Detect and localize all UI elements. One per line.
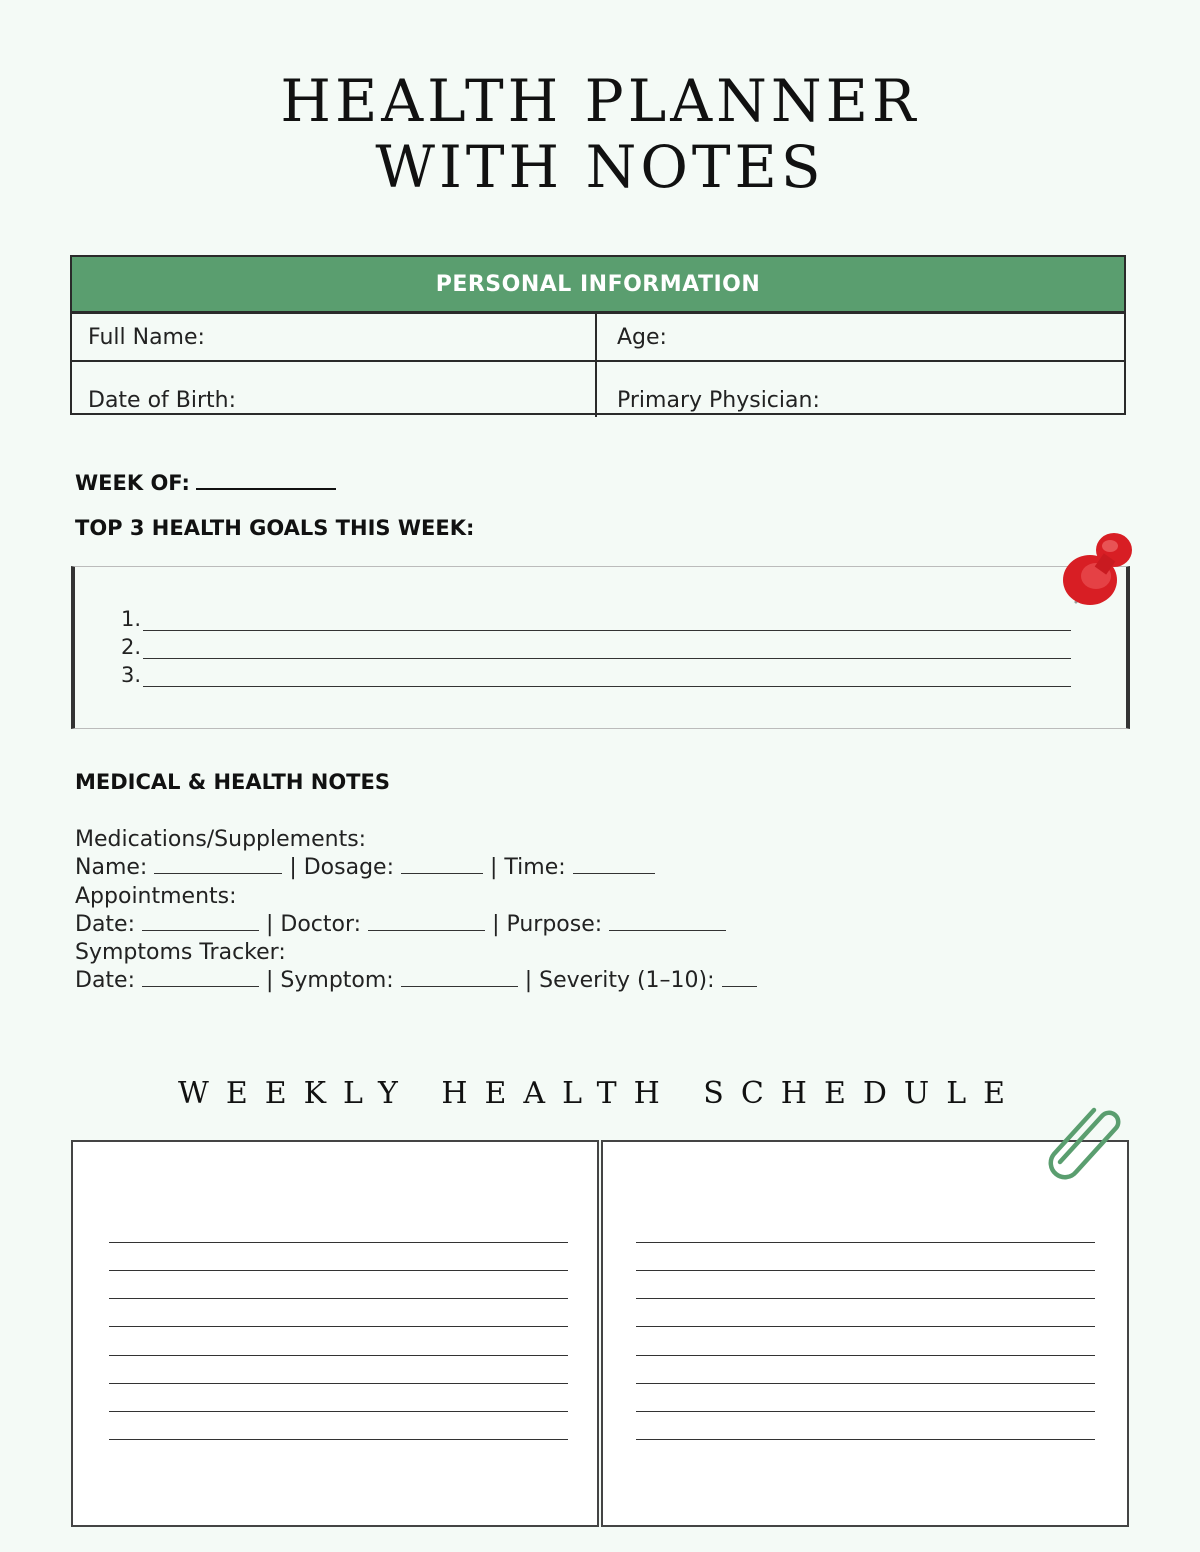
push-pin-icon: [1058, 528, 1138, 612]
appointments-heading: Appointments:: [75, 883, 237, 909]
schedule-box-right[interactable]: [601, 1140, 1129, 1527]
schedule-line[interactable]: [636, 1242, 1095, 1243]
goal-number-2: 2.: [121, 635, 142, 659]
dosage-blank[interactable]: [401, 857, 483, 874]
goals-heading: TOP 3 HEALTH GOALS THIS WEEK:: [75, 516, 475, 540]
page-title-line-2: WITH NOTES: [375, 133, 825, 201]
page-title: [0, 68, 1200, 200]
schedule-box-left[interactable]: [71, 1140, 599, 1527]
appointment-date-label: Date:: [75, 911, 135, 937]
doctor-blank[interactable]: [368, 914, 485, 931]
schedule-line[interactable]: [109, 1383, 568, 1384]
personal-info-row-1: [72, 314, 1124, 362]
severity-label: | Severity (1–10):: [524, 968, 715, 994]
schedule-line[interactable]: [636, 1298, 1095, 1299]
severity-blank[interactable]: [722, 970, 757, 987]
schedule-line[interactable]: [109, 1326, 568, 1327]
goal-item-2[interactable]: [121, 635, 1071, 659]
schedule-line[interactable]: [636, 1383, 1095, 1384]
age-field[interactable]: [597, 314, 1124, 360]
full-name-field[interactable]: [72, 314, 597, 360]
date-of-birth-label: Date of Birth:: [88, 388, 237, 413]
medication-name-label: Name:: [75, 855, 148, 881]
doctor-label: | Doctor:: [266, 911, 362, 937]
schedule-line[interactable]: [109, 1355, 568, 1356]
schedule-line[interactable]: [636, 1326, 1095, 1327]
schedule-line[interactable]: [636, 1270, 1095, 1271]
personal-info-header: PERSONAL INFORMATION: [72, 257, 1124, 314]
medication-name-blank[interactable]: [154, 857, 282, 874]
goal-number-3: 3.: [121, 663, 142, 687]
goal-line-1[interactable]: [143, 612, 1071, 631]
symptom-date-label: Date:: [75, 968, 135, 994]
paperclip-icon: [1040, 1100, 1126, 1180]
symptom-date-blank[interactable]: [142, 970, 259, 987]
schedule-line[interactable]: [109, 1298, 568, 1299]
symptoms-heading: Symptoms Tracker:: [75, 940, 286, 966]
schedule-line[interactable]: [636, 1355, 1095, 1356]
symptom-row: [75, 967, 757, 995]
goal-item-3[interactable]: [121, 663, 1071, 687]
medications-heading: Medications/Supplements:: [75, 827, 367, 852]
schedule-line[interactable]: [109, 1242, 568, 1243]
dosage-label: | Dosage:: [289, 855, 394, 881]
symptom-label: | Symptom:: [266, 968, 394, 994]
goals-box: [71, 566, 1130, 729]
schedule-line[interactable]: [109, 1270, 568, 1271]
personal-info-table: [70, 255, 1126, 415]
full-name-label: Full Name:: [88, 324, 205, 350]
appointment-row: [75, 911, 757, 939]
schedule-line[interactable]: [636, 1411, 1095, 1412]
purpose-blank[interactable]: [609, 914, 726, 931]
medical-notes-heading: MEDICAL & HEALTH NOTES: [75, 770, 390, 794]
time-blank[interactable]: [573, 857, 655, 874]
primary-physician-field[interactable]: [597, 362, 1124, 417]
personal-info-row-2: [72, 362, 1124, 417]
medication-row: [75, 854, 757, 882]
time-label: | Time:: [490, 855, 566, 881]
goal-line-2[interactable]: [143, 640, 1071, 659]
week-of-section: [75, 470, 336, 495]
date-of-birth-field[interactable]: [72, 362, 597, 417]
symptom-blank[interactable]: [401, 970, 518, 987]
goal-line-3[interactable]: [143, 668, 1071, 687]
primary-physician-label: Primary Physician:: [617, 388, 820, 413]
week-of-label: WEEK OF:: [75, 471, 190, 495]
weekly-schedule-heading: WEEKLY HEALTH SCHEDULE: [177, 1076, 1023, 1111]
schedule-line[interactable]: [109, 1439, 568, 1440]
age-label: Age:: [617, 324, 667, 350]
page-title-line-1: HEALTH PLANNER: [280, 67, 920, 135]
schedule-line[interactable]: [636, 1439, 1095, 1440]
goal-item-1[interactable]: [121, 607, 1071, 631]
appointment-date-blank[interactable]: [142, 914, 259, 931]
schedule-line[interactable]: [109, 1411, 568, 1412]
goal-number-1: 1.: [121, 607, 142, 631]
medical-notes-body: [75, 826, 757, 996]
purpose-label: | Purpose:: [492, 911, 603, 937]
week-of-blank[interactable]: [196, 470, 336, 490]
